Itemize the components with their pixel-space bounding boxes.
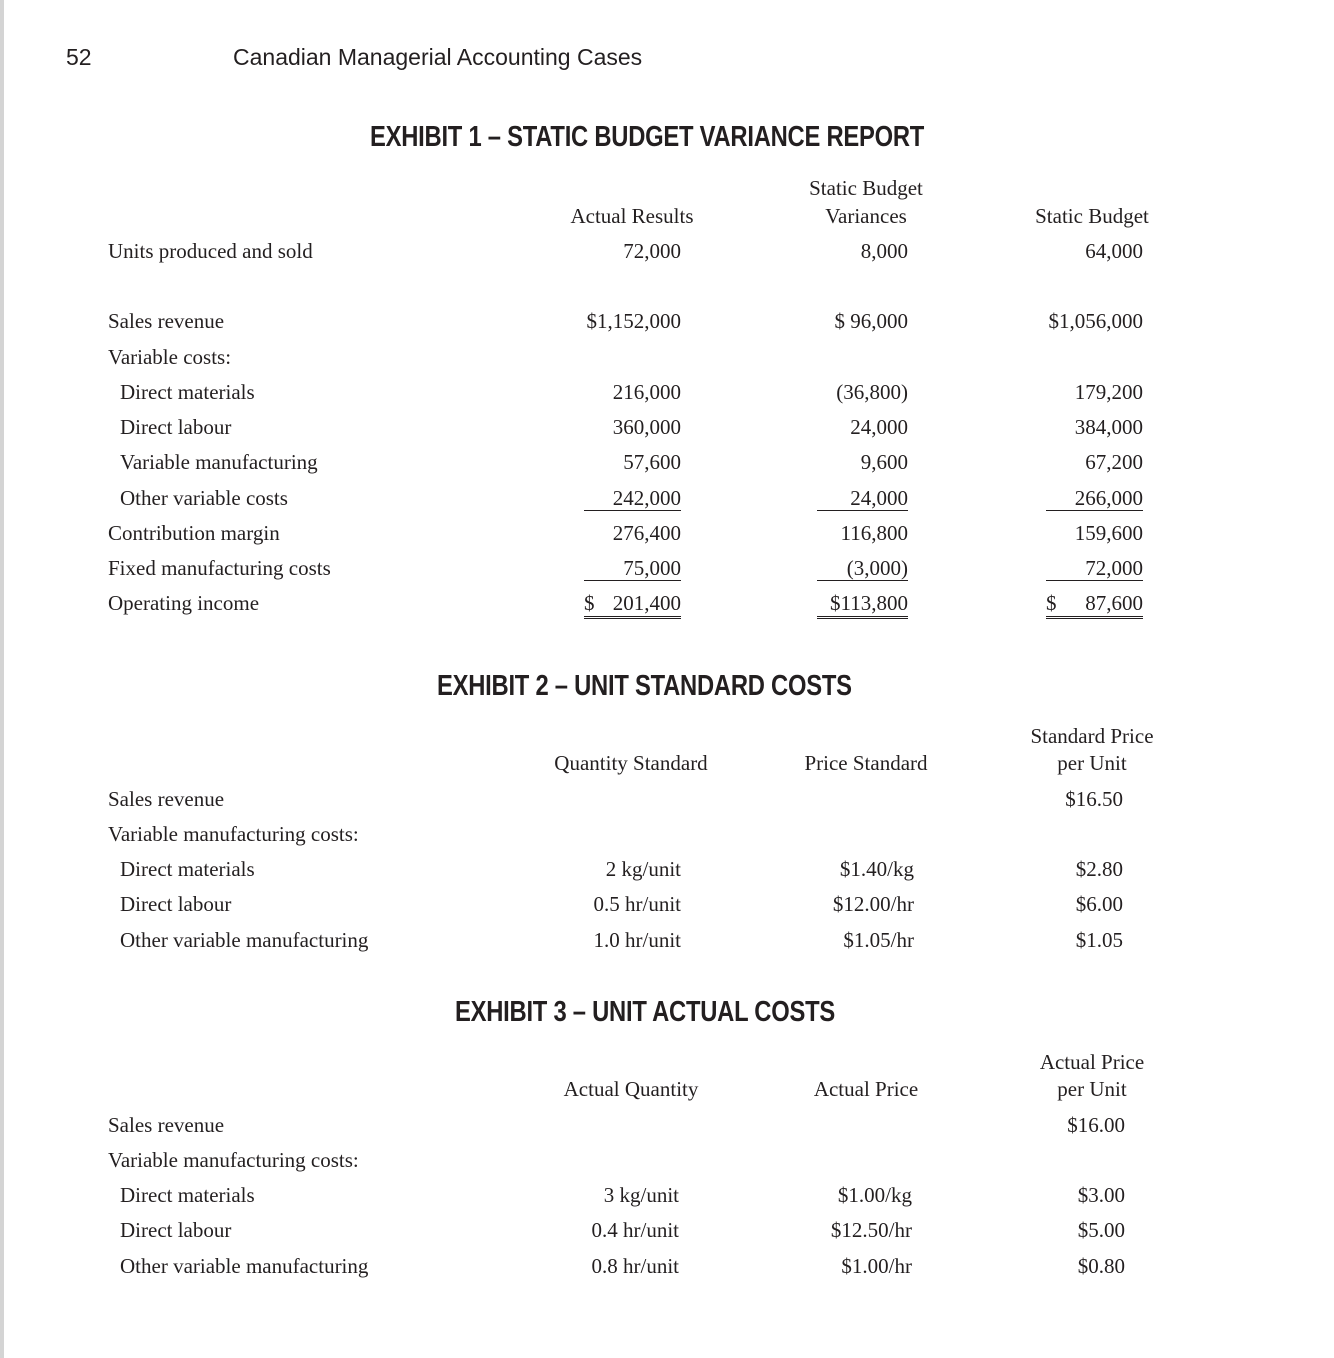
- row-label: Operating income: [108, 591, 260, 615]
- table-cell: [1040, 1113, 1125, 1137]
- table-cell: [817, 486, 908, 511]
- cell-value: 0.4 hr/unit: [591, 1218, 679, 1242]
- cell-value: 266,000: [1074, 486, 1143, 510]
- table-cell: [560, 857, 681, 881]
- cell-value: $113,800: [830, 591, 908, 615]
- table-cell: [817, 556, 908, 581]
- cell-value: $1,056,000: [1048, 309, 1143, 333]
- table-cell: [1046, 486, 1143, 511]
- cell-value: (3,000): [846, 556, 908, 580]
- table-cell: [817, 415, 908, 439]
- cell-value: 75,000: [623, 556, 681, 580]
- cell-value: $1.00/kg: [837, 1183, 912, 1207]
- row-label: Other variable manufacturing: [120, 1254, 369, 1278]
- table-cell: [790, 1254, 912, 1278]
- column-header: Price Standard: [804, 751, 928, 775]
- row-label: Contribution margin: [108, 521, 280, 545]
- table-cell: [1046, 239, 1143, 263]
- table-cell: [560, 1218, 679, 1242]
- row-label: Direct labour: [120, 1218, 232, 1242]
- row-label: Units produced and sold: [108, 239, 313, 263]
- column-header: Variances: [825, 204, 907, 228]
- cell-value: $1.40/kg: [839, 857, 914, 881]
- table-cell: [817, 450, 908, 474]
- row-label: Other variable costs: [120, 486, 288, 510]
- cell-value: 0.5 hr/unit: [593, 892, 681, 916]
- row-label: Variable manufacturing: [120, 450, 318, 474]
- table-cell: [817, 521, 908, 545]
- cell-value: 201,400: [612, 591, 681, 615]
- cell-value: 72,000: [1085, 556, 1143, 580]
- table-cell: [1040, 928, 1123, 952]
- row-label: Direct materials: [120, 380, 255, 404]
- table-cell: [1040, 1254, 1125, 1278]
- table-cell: [1046, 556, 1143, 581]
- cell-value: $2.80: [1075, 857, 1123, 881]
- table-cell: [584, 380, 681, 404]
- cell-value: $1.05/hr: [843, 928, 914, 952]
- cell-value: 24,000: [850, 486, 908, 510]
- row-label: Variable manufacturing costs:: [108, 1148, 359, 1172]
- cell-value: $5.00: [1077, 1218, 1125, 1242]
- column-header: Standard Price: [1030, 724, 1154, 748]
- cell-value: $6.00: [1075, 892, 1123, 916]
- exhibit2-title: EXHIBIT 2 – UNIT STANDARD COSTS: [437, 670, 852, 702]
- column-header: Actual Quantity: [563, 1077, 699, 1101]
- exhibit1-title: EXHIBIT 1 – STATIC BUDGET VARIANCE REPORT: [370, 121, 925, 153]
- row-label: Other variable manufacturing: [120, 928, 369, 952]
- table-cell: [584, 450, 681, 474]
- cell-value: 116,800: [840, 521, 908, 545]
- table-cell: [1046, 380, 1143, 404]
- column-header: per Unit: [1057, 1077, 1127, 1101]
- cell-value: $16.00: [1067, 1113, 1125, 1137]
- row-label: Sales revenue: [108, 787, 225, 811]
- table-cell: [790, 1183, 912, 1207]
- currency-symbol: $: [1046, 591, 1057, 615]
- cell-value: 159,600: [1074, 521, 1143, 545]
- row-label: Direct labour: [120, 415, 232, 439]
- column-header: Static Budget: [1035, 204, 1149, 228]
- cell-value: $12.00/hr: [832, 892, 914, 916]
- column-header: per Unit: [1057, 751, 1127, 775]
- cell-value: 360,000: [612, 415, 681, 439]
- table-cell: [817, 309, 908, 333]
- table-cell: [560, 892, 681, 916]
- table-cell: [1040, 857, 1123, 881]
- cell-value: 384,000: [1074, 415, 1143, 439]
- table-cell: [1040, 1218, 1125, 1242]
- cell-value: $1,152,000: [586, 309, 681, 333]
- table-cell: [584, 486, 681, 511]
- row-label: Variable manufacturing costs:: [108, 822, 359, 846]
- table-cell: [817, 591, 908, 619]
- table-cell: [1046, 591, 1143, 619]
- table-cell: [817, 380, 908, 404]
- page-edge: [0, 0, 4, 1358]
- cell-value: $1.00/hr: [841, 1254, 912, 1278]
- column-header: Actual Results: [570, 204, 694, 228]
- exhibit3-title: EXHIBIT 3 – UNIT ACTUAL COSTS: [455, 996, 835, 1028]
- column-header: Static Budget: [809, 176, 923, 200]
- table-cell: [1046, 309, 1143, 333]
- cell-value: 216,000: [612, 380, 681, 404]
- cell-value: 24,000: [850, 415, 908, 439]
- table-cell: [1046, 415, 1143, 439]
- cell-value: 87,600: [1085, 591, 1143, 615]
- cell-value: 9,600: [860, 450, 908, 474]
- table-cell: [1046, 521, 1143, 545]
- cell-value: 1.0 hr/unit: [593, 928, 681, 952]
- table-cell: [584, 556, 681, 581]
- cell-value: $ 96,000: [834, 309, 908, 333]
- cell-value: $16.50: [1065, 787, 1123, 811]
- cell-value: 242,000: [612, 486, 681, 510]
- table-cell: [1040, 787, 1123, 811]
- table-cell: [560, 1183, 679, 1207]
- cell-value: 57,600: [623, 450, 681, 474]
- table-cell: [790, 1218, 912, 1242]
- table-cell: [584, 521, 681, 545]
- table-cell: [817, 239, 908, 263]
- table-cell: [560, 1254, 679, 1278]
- running-head: Canadian Managerial Accounting Cases: [233, 44, 643, 70]
- cell-value: 8,000: [860, 239, 908, 263]
- row-label: Fixed manufacturing costs: [108, 556, 331, 580]
- cell-value: $0.80: [1077, 1254, 1125, 1278]
- table-cell: [584, 415, 681, 439]
- currency-symbol: $: [584, 591, 595, 615]
- table-cell: [584, 309, 681, 333]
- row-label: Sales revenue: [108, 1113, 225, 1137]
- cell-value: 179,200: [1074, 380, 1143, 404]
- table-cell: [584, 239, 681, 263]
- table-cell: [560, 928, 681, 952]
- row-label: Direct materials: [120, 857, 255, 881]
- table-cell: [1040, 1183, 1125, 1207]
- cell-value: 64,000: [1085, 239, 1143, 263]
- table-cell: [790, 857, 914, 881]
- column-header: Actual Price: [813, 1077, 919, 1101]
- cell-value: 3 kg/unit: [603, 1183, 679, 1207]
- row-label: Variable costs:: [108, 345, 232, 369]
- cell-value: $12.50/hr: [830, 1218, 912, 1242]
- cell-value: $1.05: [1075, 928, 1123, 952]
- cell-value: 2 kg/unit: [605, 857, 681, 881]
- table-cell: [1046, 450, 1143, 474]
- table-cell: [790, 892, 914, 916]
- table-cell: [1040, 892, 1123, 916]
- cell-value: 67,200: [1085, 450, 1143, 474]
- cell-value: (36,800): [836, 380, 908, 404]
- table-cell: [790, 928, 914, 952]
- row-label: Direct materials: [120, 1183, 255, 1207]
- page-number: 52: [66, 44, 92, 70]
- row-label: Direct labour: [120, 892, 232, 916]
- row-label: Sales revenue: [108, 309, 225, 333]
- cell-value: 276,400: [612, 521, 681, 545]
- table-cell: [584, 591, 681, 619]
- cell-value: 0.8 hr/unit: [591, 1254, 679, 1278]
- cell-value: $3.00: [1077, 1183, 1125, 1207]
- cell-value: 72,000: [623, 239, 681, 263]
- column-header: Actual Price: [1039, 1050, 1145, 1074]
- column-header: Quantity Standard: [554, 751, 708, 775]
